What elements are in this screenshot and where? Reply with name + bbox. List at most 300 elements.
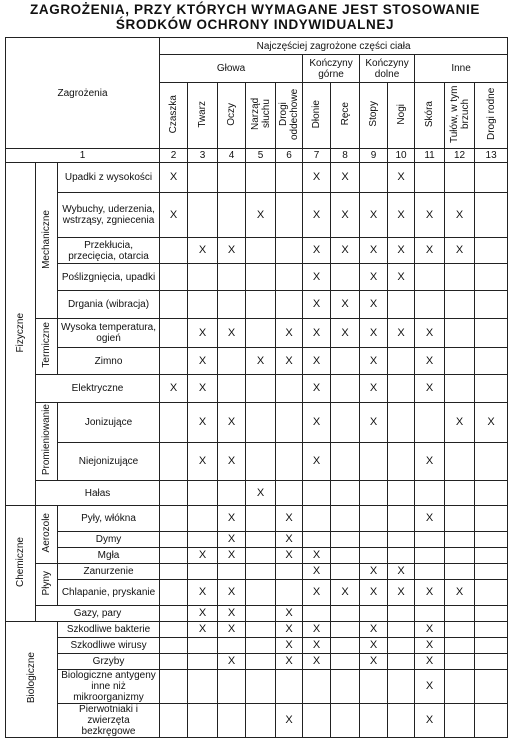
mark-cell: X [303,348,331,375]
mark-cell: X [388,564,415,580]
mark-cell [415,548,445,564]
mark-cell: X [331,319,360,348]
table-row [6,291,508,319]
mark-cell: X [360,264,388,291]
hazard-label: Dymy [58,532,160,548]
mark-cell [218,264,246,291]
category-aerozole: Aerozole [36,506,58,564]
mark-cell [218,163,246,193]
mark-cell: X [388,580,415,606]
mark-cell [188,704,218,738]
hazard-label: Zimno [58,348,160,375]
mark-cell: X [415,638,445,654]
mark-cell: X [360,403,388,443]
mark-cell [160,606,188,622]
mark-cell: X [188,622,218,638]
mark-cell: X [303,319,331,348]
mark-cell [218,638,246,654]
mark-cell [188,264,218,291]
table-row [6,622,508,638]
mark-cell: X [415,704,445,738]
mark-cell [331,670,360,704]
mark-cell [246,291,276,319]
mark-cell: X [276,319,303,348]
mark-cell [160,238,188,264]
mark-cell [388,622,415,638]
hazard-label: Mgła [58,548,160,564]
mark-cell [246,580,276,606]
mark-cell [218,481,246,506]
mark-cell: X [160,375,188,403]
mark-cell [276,403,303,443]
mark-cell: X [360,580,388,606]
mark-cell [475,704,508,738]
mark-cell [445,319,475,348]
group-inne: Inne [415,55,508,83]
hazard-label: Gazy, pary [36,606,160,622]
hazard-label: Biologiczne antygeny inne niż mikroorganizmy [58,670,160,704]
mark-cell: X [188,548,218,564]
mark-cell [415,606,445,622]
col-header: Czaszka [160,83,188,149]
mark-cell [331,348,360,375]
table-row [6,670,508,704]
table-row [6,564,508,580]
mark-cell: X [303,193,331,238]
col-header: Drogi rodne [475,83,508,149]
mark-cell: X [276,506,303,532]
table-row [6,163,508,193]
mark-cell [160,548,188,564]
mark-cell [188,481,218,506]
mark-cell [445,622,475,638]
group-konczyny-dolne: Kończyny dolne [360,55,415,83]
mark-cell: X [415,319,445,348]
mark-cell: X [415,670,445,704]
mark-cell [160,622,188,638]
category-promieniowanie: Promieniowanie [36,403,58,481]
mark-cell [445,606,475,622]
hazards-table [5,37,508,738]
mark-cell [360,670,388,704]
mark-cell: X [303,638,331,654]
mark-cell: X [160,163,188,193]
mark-cell [360,532,388,548]
mark-cell: X [360,564,388,580]
mark-cell [388,704,415,738]
mark-cell: X [303,163,331,193]
header-body-parts: Najczęściej zagrożone części ciała [160,38,508,55]
mark-cell: X [360,193,388,238]
mark-cell [331,654,360,670]
mark-cell [475,670,508,704]
title-line-1: ZAGROŻENIA, PRZY KTÓRYCH WYMAGANE JEST STOSOWANIE [30,2,480,17]
mark-cell [276,375,303,403]
table-row [6,606,508,622]
mark-cell [475,606,508,622]
mark-cell: X [415,375,445,403]
mark-cell [415,163,445,193]
hazard-label: Pyły, włókna [58,506,160,532]
mark-cell [246,319,276,348]
mark-cell: X [331,291,360,319]
hazard-label: Wybuchy, uderzenia, wstrząsy, zgniecenia [58,193,160,238]
mark-cell [331,704,360,738]
mark-cell [276,443,303,481]
mark-cell: X [218,506,246,532]
mark-cell: X [303,291,331,319]
mark-cell [160,564,188,580]
mark-cell: X [331,580,360,606]
col-number: 4 [218,149,246,163]
mark-cell: X [218,238,246,264]
mark-cell: X [303,443,331,481]
mark-cell: X [246,193,276,238]
col-header: Narząd słuchu [246,83,276,149]
mark-cell: X [276,548,303,564]
mark-cell [303,606,331,622]
table-row [6,638,508,654]
mark-cell [218,291,246,319]
mark-cell [160,580,188,606]
mark-cell: X [388,193,415,238]
mark-cell [360,548,388,564]
table-row [6,506,508,532]
mark-cell [188,163,218,193]
mark-cell [331,264,360,291]
mark-cell [331,375,360,403]
mark-cell: X [360,319,388,348]
mark-cell [276,264,303,291]
mark-cell [360,481,388,506]
mark-cell [276,163,303,193]
mark-cell [303,704,331,738]
mark-cell [246,622,276,638]
col-header: Nogi [388,83,415,149]
mark-cell [160,319,188,348]
mark-cell [445,506,475,532]
mark-cell [331,622,360,638]
col-header: Stopy [360,83,388,149]
mark-cell: X [445,193,475,238]
col-number: 9 [360,149,388,163]
mark-cell: X [218,443,246,481]
mark-cell [445,291,475,319]
mark-cell [160,704,188,738]
mark-cell [246,506,276,532]
mark-cell: X [218,403,246,443]
table-row [6,704,508,738]
table-row [6,443,508,481]
mark-cell [276,670,303,704]
mark-cell: X [360,638,388,654]
mark-cell [445,163,475,193]
category-fizyczne: Fizyczne [6,163,36,506]
mark-cell: X [445,403,475,443]
mark-cell [475,481,508,506]
mark-cell [246,606,276,622]
mark-cell [445,375,475,403]
mark-cell [246,654,276,670]
mark-cell [188,670,218,704]
document-title [0,2,510,32]
category-termiczne: Termiczne [36,319,58,375]
mark-cell [445,532,475,548]
mark-cell [188,532,218,548]
mark-cell: X [303,548,331,564]
mark-cell: X [415,238,445,264]
mark-cell: X [360,291,388,319]
mark-cell: X [303,403,331,443]
mark-cell: X [303,580,331,606]
mark-cell: X [276,654,303,670]
mark-cell: X [218,654,246,670]
mark-cell: X [331,163,360,193]
mark-cell: X [360,238,388,264]
mark-cell [445,264,475,291]
table-row [6,193,508,238]
mark-cell [246,704,276,738]
mark-cell [475,319,508,348]
mark-cell [475,564,508,580]
table-row [6,264,508,291]
col-number: 10 [388,149,415,163]
mark-cell [475,375,508,403]
mark-cell [360,506,388,532]
col-number: 11 [415,149,445,163]
mark-cell [218,193,246,238]
header-hazards: Zagrożenia [6,38,160,149]
mark-cell [331,638,360,654]
mark-cell [445,670,475,704]
mark-cell [246,163,276,193]
mark-cell [331,532,360,548]
mark-cell: X [360,375,388,403]
table-row [6,375,508,403]
col-header: Tułów, w tym brzuch [445,83,475,149]
hazard-label: Hałas [36,481,160,506]
group-glowa: Głowa [160,55,303,83]
mark-cell: X [360,622,388,638]
mark-cell [160,264,188,291]
mark-cell [276,193,303,238]
mark-cell [445,348,475,375]
mark-cell: X [188,443,218,481]
mark-cell: X [188,375,218,403]
mark-cell [415,403,445,443]
mark-cell: X [331,238,360,264]
mark-cell [388,548,415,564]
col-number: 8 [331,149,360,163]
mark-cell: X [276,704,303,738]
mark-cell [475,638,508,654]
mark-cell: X [188,348,218,375]
mark-cell [331,403,360,443]
mark-cell [388,670,415,704]
category-plyny: Płyny [36,564,58,606]
mark-cell: X [415,443,445,481]
table-row [6,403,508,443]
mark-cell [246,403,276,443]
mark-cell [160,638,188,654]
mark-cell: X [303,622,331,638]
mark-cell [246,375,276,403]
mark-cell [475,291,508,319]
hazard-label: Drgania (wibracja) [58,291,160,319]
mark-cell [160,532,188,548]
table-row [6,348,508,375]
mark-cell: X [218,319,246,348]
mark-cell [475,238,508,264]
mark-cell [388,291,415,319]
mark-cell [160,654,188,670]
mark-cell [160,403,188,443]
mark-cell [303,532,331,548]
mark-cell: X [303,654,331,670]
mark-cell: X [188,403,218,443]
mark-cell [388,638,415,654]
mark-cell: X [218,532,246,548]
mark-cell: X [360,348,388,375]
mark-cell: X [218,606,246,622]
mark-cell: X [188,238,218,264]
mark-cell [160,481,188,506]
mark-cell [188,193,218,238]
mark-cell [276,564,303,580]
mark-cell [475,193,508,238]
mark-cell: X [218,622,246,638]
mark-cell: X [388,238,415,264]
mark-cell [160,443,188,481]
mark-cell [388,443,415,481]
mark-cell: X [276,348,303,375]
mark-cell [445,481,475,506]
mark-cell [445,654,475,670]
mark-cell [415,564,445,580]
mark-cell: X [445,238,475,264]
hazard-label: Pierwotniaki i zwierzęta bezkręgowe [58,704,160,738]
mark-cell [475,622,508,638]
hazard-label: Elektryczne [36,375,160,403]
mark-cell [246,238,276,264]
hazard-label: Chlapanie, pryskanie [58,580,160,606]
mark-cell [475,654,508,670]
mark-cell: X [303,564,331,580]
mark-cell [160,291,188,319]
mark-cell [276,580,303,606]
mark-cell [276,481,303,506]
mark-cell [331,443,360,481]
mark-cell [160,506,188,532]
mark-cell [388,506,415,532]
mark-cell [415,481,445,506]
hazard-label: Szkodliwe wirusy [58,638,160,654]
mark-cell [445,638,475,654]
group-konczyny-gorne: Kończyny górne [303,55,360,83]
mark-cell [276,238,303,264]
mark-cell [188,291,218,319]
mark-cell [415,532,445,548]
mark-cell [475,532,508,548]
title-line-2: ŚRODKÓW OCHRONY INDYWIDUALNEJ [115,17,395,32]
category-biologiczne: Biologiczne [6,622,58,738]
mark-cell [475,506,508,532]
hazard-label: Niejonizujące [58,443,160,481]
mark-cell [475,548,508,564]
mark-cell [388,348,415,375]
mark-cell [160,348,188,375]
mark-cell [331,548,360,564]
mark-cell [160,670,188,704]
mark-cell [331,606,360,622]
hazard-label: Szkodliwe bakterie [58,622,160,638]
mark-cell: X [415,348,445,375]
mark-cell [360,443,388,481]
col-number: 1 [6,149,160,163]
table-row [6,481,508,506]
hazard-label: Upadki z wysokości [58,163,160,193]
mark-cell: X [246,481,276,506]
mark-cell: X [218,580,246,606]
mark-cell [303,481,331,506]
mark-cell: X [415,506,445,532]
mark-cell [445,548,475,564]
mark-cell [246,670,276,704]
table-row [6,532,508,548]
col-number: 12 [445,149,475,163]
mark-cell [415,291,445,319]
category-chemiczne: Chemiczne [6,506,36,622]
mark-cell: X [188,606,218,622]
mark-cell [475,163,508,193]
mark-cell [331,506,360,532]
mark-cell [445,704,475,738]
table-row [6,548,508,564]
mark-cell [276,291,303,319]
table-row [6,654,508,670]
mark-cell [445,564,475,580]
table-row [6,319,508,348]
mark-cell: X [415,580,445,606]
mark-cell [188,638,218,654]
mark-cell [360,606,388,622]
col-header: Skóra [415,83,445,149]
col-number: 5 [246,149,276,163]
mark-cell: X [445,580,475,606]
col-header: Twarz [188,83,218,149]
mark-cell [388,403,415,443]
mark-cell [218,375,246,403]
mark-cell [331,481,360,506]
mark-cell [188,564,218,580]
mark-cell [188,506,218,532]
mark-cell [388,654,415,670]
mark-cell [475,348,508,375]
mark-cell: X [276,638,303,654]
mark-cell [360,163,388,193]
col-header: Drogi oddechowe [276,83,303,149]
mark-cell: X [188,580,218,606]
mark-cell [388,532,415,548]
mark-cell [331,564,360,580]
mark-cell [388,375,415,403]
mark-cell: X [276,606,303,622]
mark-cell [475,264,508,291]
hazard-label: Zanurzenie [58,564,160,580]
mark-cell: X [388,163,415,193]
mark-cell [246,443,276,481]
mark-cell [445,443,475,481]
